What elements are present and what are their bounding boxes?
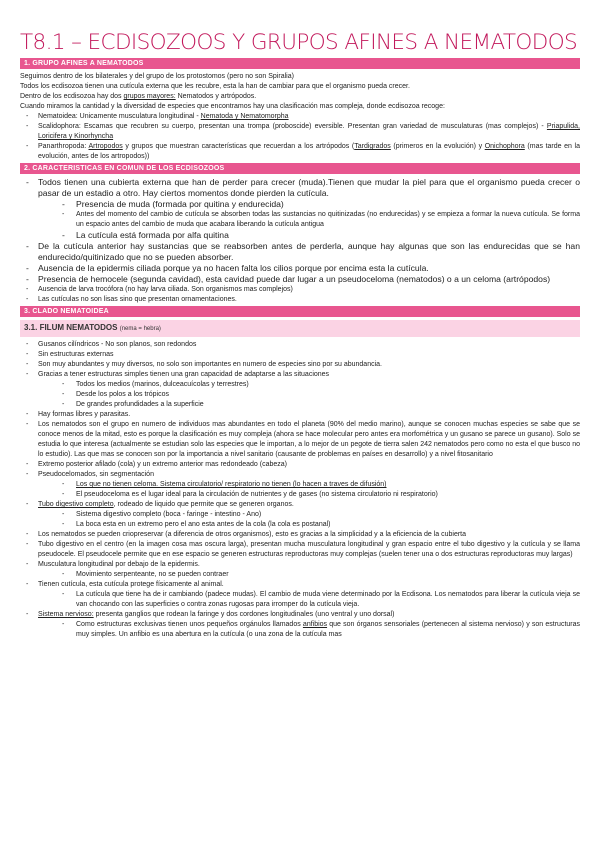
- list-item: - La cutícula está formada por alfa quitina: [20, 230, 580, 241]
- nematodos-list: [20, 530, 580, 570]
- list-item: - Sistema digestivo completo (boca - faringe - intestino - Ano): [20, 510, 580, 520]
- sub-list: [20, 210, 580, 230]
- list-item: - Ausencia de larva trocófora (no hay larva ciliada. Son organismos mas complejos): [20, 285, 580, 295]
- list-item: - Movimiento serpenteante, no se pueden contraer: [20, 570, 580, 580]
- list-item: - Todos los medios (marinos, dulceacuícolas y terrestres): [20, 380, 580, 390]
- list-item: - Sistema nervioso: presenta ganglios que rodean la faringe y dos cordones longitudinales (uno ventral y uno dorsal): [20, 610, 580, 620]
- list-item: - Tubo digestivo completo, rodeado de liquido que permite que se generen organos.: [20, 500, 580, 510]
- list-item: - Los que no tienen celoma. Sistema circulatorio/ respiratorio no tienen (lo hacen a traves de difusión): [20, 480, 580, 490]
- list-item: - Como estructuras exclusivas tienen unos pequeños orgánulos llamados anfibios que son órganos sensoriales (pertenecen al sistema nervioso) y son estructuras muy simples. Un anfibio es una abertura en la cutícula (o una zona de la cutícula mas: [20, 620, 580, 640]
- sub-list: [20, 199, 580, 210]
- list-item: - Las cutículas no son lisas sino que presentan ornamentaciones.: [20, 295, 580, 305]
- list-item: - Panarthropoda: Artropodos y grupos que muestran características que recuerdan a los artrópodos (Tardigrados (primeros en la evolución) y Onichophora (mas tarde en la evolución, antes de los artropodos)): [20, 142, 580, 162]
- nematodos-list: [20, 610, 580, 620]
- list-item: - La cutícula que tiene ha de ir cambiando (padece mudas). El cambio de muda viene determinado por la Ecdisona. Los nematodos para liberar la cutícula vieja se van chocando con las superficies o contra zonas rugosas para irromper do la cutícula vieja.: [20, 590, 580, 610]
- document-page: [20, 0, 580, 640]
- ecdisozoa-list: [20, 112, 580, 162]
- paragraph: Todos los ecdisozoa tienen una cutícula externa que les recubre, esta la han de cambiar para que el organismo pueda crecer.: [20, 83, 410, 90]
- list-item: - Todos tienen una cubierta externa que han de perder para crecer (muda).Tienen que mudar la piel para que el organismo pueda crecer o pasar de un estadio a otro. Hay ciertos momentos donde pierden la cutícula.: [20, 177, 580, 199]
- nematodos-list: [20, 410, 580, 480]
- sub-list: [20, 620, 580, 640]
- nematodos-list: [20, 580, 580, 590]
- page-title: T8.1 – ECDISOZOOS Y GRUPOS AFINES A NEMATODOS: [20, 30, 578, 55]
- sub-list: [20, 480, 580, 500]
- list-item: - Tienen cutícula, esta cutícula protege físicamente al animal.: [20, 580, 580, 590]
- list-item: - Scalidophora: Escamas que recubren su cuerpo, presentan una trompa (proboscide) eversible. Presentan gran variedad de musculaturas (mas complejos) - Priapulida, Loricifera y Kinorhyncha: [20, 122, 580, 142]
- list-item: - Musculatura longitudinal por debajo de la epidermis.: [20, 560, 580, 570]
- list-item: - Tubo digestivo en el centro (en la imagen cosa mas oscura larga), presentan mucha musculatura longitudinal y gran espacio entre el tubo digestivo y la cutícula y se llama pseudocele. El pseudocele permite que en ese espacio se generen estructuras reproductoras muy complejas (suelen tener una o dos estructuras reproductoras muy largas): [20, 540, 580, 560]
- sub-list: [20, 230, 580, 241]
- list-item: - Presencia de muda (formada por quitina y endurecida): [20, 199, 580, 210]
- sub-list: [20, 380, 580, 410]
- list-item: - Antes del momento del cambio de cutícula se absorben todas las sustancias no quitinizadas (no endurecidas) y se empieza a formar la nueva cutícula. Se forma un espacio antes del cambio de muda que acabara liberando la cutícula antigua: [20, 210, 580, 230]
- section-3-header: 3. CLADO NEMATOIDEA: [20, 306, 580, 317]
- list-item: - Los nematodos son el grupo en numero de individuos mas abundantes en todo el planeta (90% del medio marino), aunque se conocen muchas especies se sabe que se conoce menos de la mitad, esto es porque la clasificación es muy compleja (ahora se hace molecular pero antes era morfométrica y un gusano se parece un gusano). Solo se estudia lo que interesa (actualmente se estudian solo las especies que le importan, a lo mejor de un pegote de tierra salen 242 nematodos pero como no esta el que busco no lo estudio). Las que mas se conocen son por la importancia a nivel sanitario (causante de problemas en países en desarrollo) y a nivel fitosanitario: [20, 420, 580, 460]
- list-item: - Desde los polos a los trópicos: [20, 390, 580, 400]
- section-1-header: 1. GRUPO AFINES A NEMATODOS: [20, 58, 580, 69]
- characteristics-list: [20, 241, 580, 285]
- list-item: - Nematoidea: Unicamente musculatura longitudinal - Nematoda y Nematomorpha: [20, 112, 580, 122]
- sub-list: [20, 510, 580, 530]
- section-2-header: 2. CARACTERISTICAS EN COMUN DE LOS ECDISOZOOS: [20, 163, 580, 174]
- list-item: - De grandes profundidades a la superficie: [20, 400, 580, 410]
- list-item: - Los nematodos se pueden criopreservar (a diferencia de otros organismos), esto es gracias a la simplicidad y a la eficiencia de la cubierta: [20, 530, 580, 540]
- characteristics-list: [20, 177, 580, 199]
- list-item: - Ausencia de la epidermis ciliada porque ya no hacen falta los cilios porque por encima esta la cutícula.: [20, 263, 580, 274]
- list-item: - Extremo posterior afilado (cola) y un extremo anterior mas redondeado (cabeza): [20, 460, 580, 470]
- list-item: - Gracias a tener estructuras simples tienen una gran capacidad de adaptarse a las situaciones: [20, 370, 580, 380]
- list-item: - Presencia de hemocele (segunda cavidad), esta cavidad puede dar lugar a un pseudoceloma (nematodos) o a un celoma (artrópodos): [20, 274, 580, 285]
- paragraph: Cuando miramos la cantidad y la diversidad de especies que encontramos hay una clasificación mas compleja, donde ecdisozoa recoge:: [20, 103, 445, 110]
- list-item: - La boca esta en un extremo pero el ano esta antes de la cola (la cola es postanal): [20, 520, 580, 530]
- characteristics-list: [20, 285, 580, 305]
- subsection-header: 3.1. FILUM NEMATODOS (nema = hebra): [20, 320, 580, 337]
- list-item: - De la cutícula anterior hay sustancias que se reabsorben antes de perderla, aunque hay algunas que son las endurecidas que se han endurecido/quitinizado que no se pueden absorber.: [20, 241, 580, 263]
- list-item: - Son muy abundantes y muy diversos, no solo son importantes en numero de especies sino por su abundancia.: [20, 360, 580, 370]
- list-item: - El pseudoceloma es el lugar ideal para la circulación de nutrientes y de gases (no sistema circulatorio ni respiratorio): [20, 490, 580, 500]
- list-item: - Gusanos cilíndricos - No son planos, son redondos: [20, 340, 580, 350]
- list-item: - Sin estructuras externas: [20, 350, 580, 360]
- paragraph: Seguimos dentro de los bilaterales y del grupo de los protostomos (pero no son Spiralia): [20, 73, 294, 80]
- list-item: - Hay formas libres y parasitas.: [20, 410, 580, 420]
- sub-list: [20, 590, 580, 610]
- list-item: - Pseudocelomados, sin segmentación: [20, 470, 580, 480]
- nematodos-list: [20, 500, 580, 510]
- paragraph: Dentro de los ecdisozoa hay dos grupos mayores: Nematodos y artrópodos.: [20, 93, 257, 100]
- nematodos-list: [20, 340, 580, 380]
- sub-list: [20, 570, 580, 580]
